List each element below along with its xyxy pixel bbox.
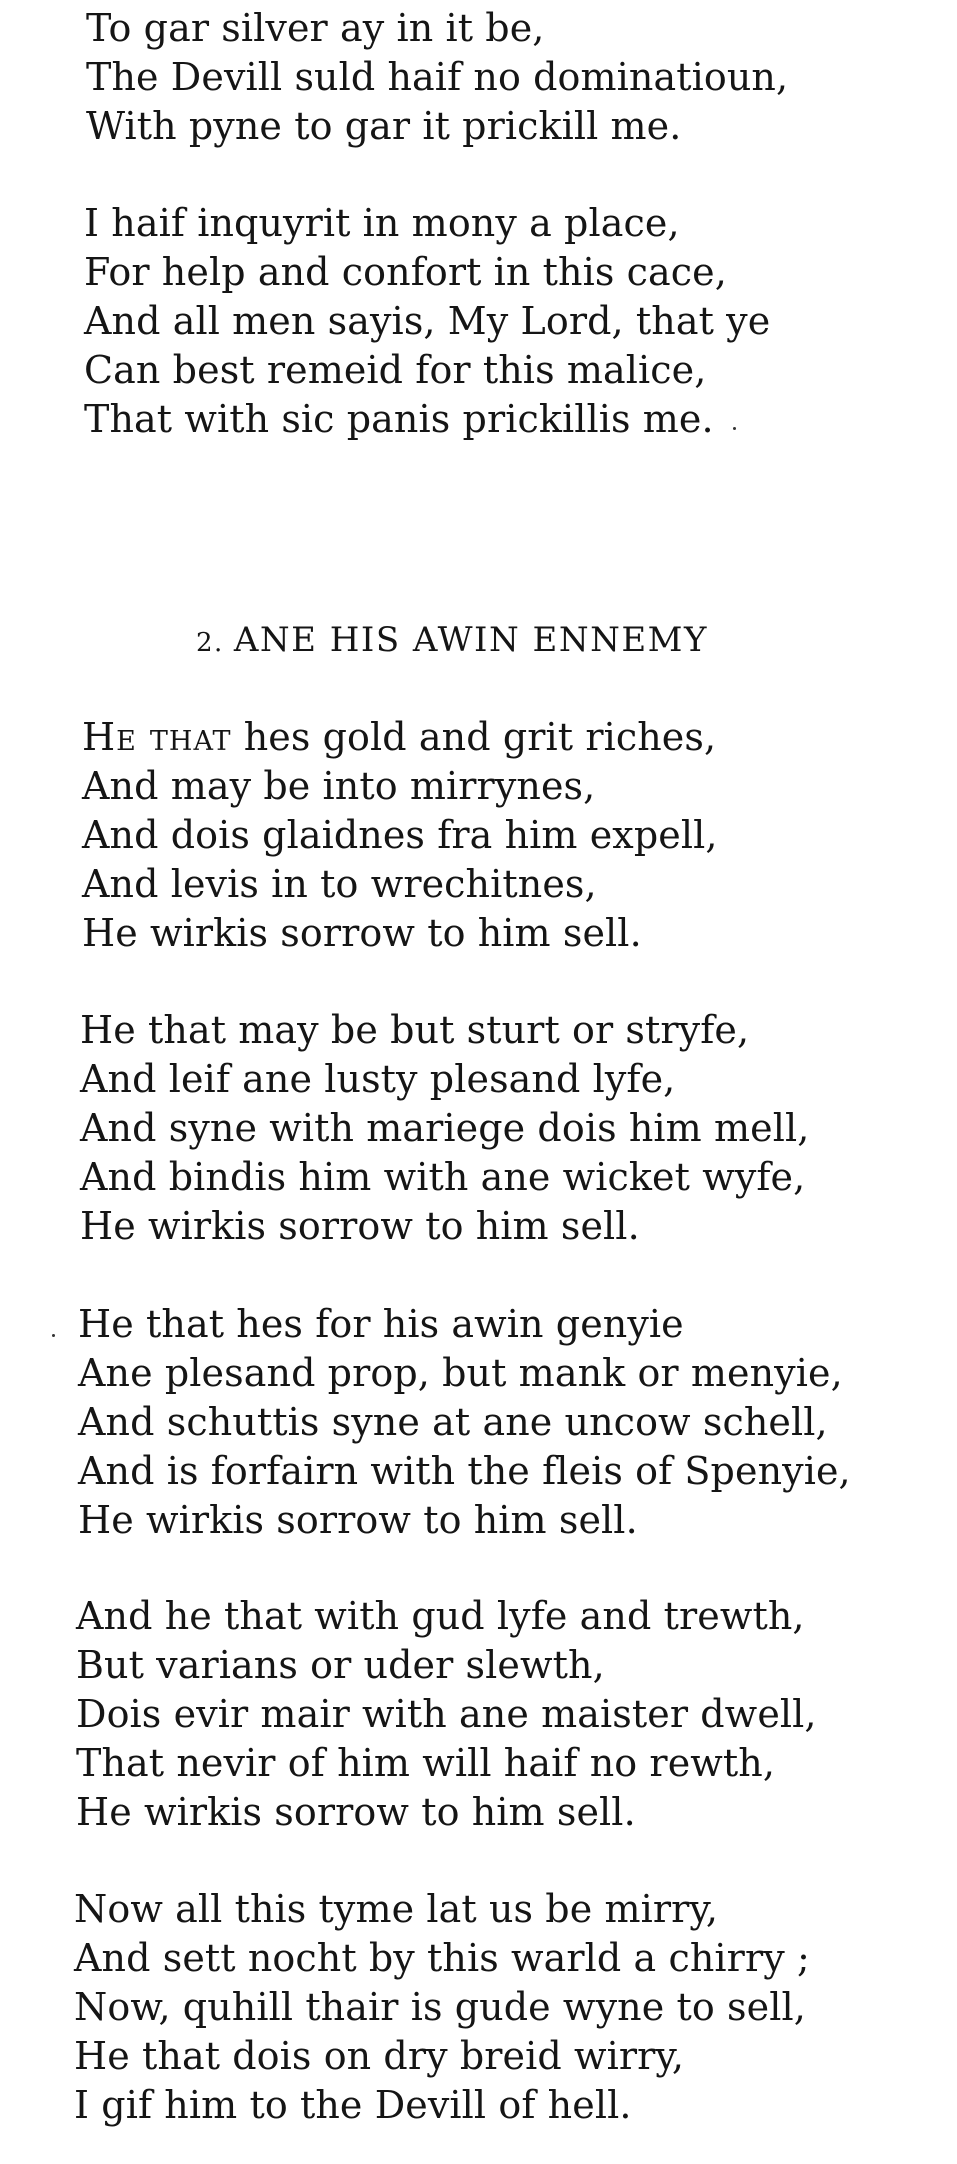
verse-line: For help and confort in this cace, bbox=[84, 250, 727, 294]
verse-line: Now, quhill thair is gude wyne to sell, bbox=[74, 1985, 806, 2029]
verse-line: He wirkis sorrow to him sell. bbox=[78, 1498, 638, 1542]
verse-line: That with sic panis prickillis me. bbox=[84, 397, 714, 441]
verse-line: And levis in to wrechitnes, bbox=[82, 862, 597, 906]
verse-line: That nevir of him will haif no rewth, bbox=[76, 1741, 776, 1785]
verse-line: Dois evir mair with ane maister dwell, bbox=[76, 1692, 817, 1736]
verse-line: But varians or uder slewth, bbox=[76, 1643, 605, 1687]
opening-small-caps: He that bbox=[82, 715, 232, 759]
ink-speck bbox=[52, 1334, 55, 1337]
stanza-3 bbox=[78, 1300, 851, 1545]
verse-line: With pyne to gar it prickill me. bbox=[86, 104, 682, 148]
poem-title bbox=[196, 620, 708, 660]
ink-speck bbox=[733, 427, 736, 430]
verse-line: He wirkis sorrow to him sell. bbox=[80, 1204, 640, 1248]
stanza-4 bbox=[76, 1592, 817, 1837]
verse-line-opening bbox=[82, 713, 718, 762]
verse-line: I gif him to the Devill of hell. bbox=[74, 2083, 632, 2127]
verse-line: He wirkis sorrow to him sell. bbox=[76, 1790, 636, 1834]
verse-line: And all men sayis, My Lord, that ye bbox=[84, 299, 771, 343]
verse-line: He that dois on dry breid wirry, bbox=[74, 2034, 685, 2078]
verse-line: Now all this tyme lat us be mirry, bbox=[74, 1887, 719, 1931]
prev-stanza-1 bbox=[86, 4, 788, 151]
verse-line: And schuttis syne at ane uncow schell, bbox=[78, 1400, 828, 1444]
verse-line: He that may be but sturt or stryfe, bbox=[80, 1008, 750, 1052]
stanza-1 bbox=[82, 713, 718, 958]
verse-line: The Devill suld haif no dominatioun, bbox=[86, 55, 789, 99]
verse-line: To gar silver ay in it be, bbox=[86, 6, 545, 50]
verse-line: He that hes for his awin genyie bbox=[78, 1302, 684, 1346]
verse-line: Can best remeid for this malice, bbox=[84, 348, 707, 392]
verse-line: Ane plesand prop, but mank or menyie, bbox=[78, 1351, 843, 1395]
verse-line: And he that with gud lyfe and trewth, bbox=[76, 1594, 805, 1638]
verse-line: And dois glaidnes fra him expell, bbox=[82, 813, 718, 857]
verse-line: And is forfairn with the fleis of Spenyie, bbox=[78, 1449, 851, 1493]
verse-line: He wirkis sorrow to him sell. bbox=[82, 911, 642, 955]
verse-line: And leif ane lusty plesand lyfe, bbox=[80, 1057, 676, 1101]
verse-line: I haif inquyrit in mony a place, bbox=[84, 201, 680, 245]
stanza-5 bbox=[74, 1885, 810, 2130]
verse-line: And syne with mariege dois him mell, bbox=[80, 1106, 810, 1150]
verse-line: And sett nocht by this warld a chirry ; bbox=[74, 1936, 810, 1980]
opening-line-rest: hes gold and grit riches, bbox=[231, 715, 717, 759]
verse-line: And may be into mirrynes, bbox=[82, 764, 596, 808]
prev-stanza-2 bbox=[84, 199, 770, 444]
poem-title-text: ANE HIS AWIN ENNEMY bbox=[233, 620, 708, 660]
verse-line: And bindis him with ane wicket wyfe, bbox=[80, 1155, 806, 1199]
poem-number: 2. bbox=[196, 628, 224, 658]
stanza-2 bbox=[80, 1006, 809, 1251]
